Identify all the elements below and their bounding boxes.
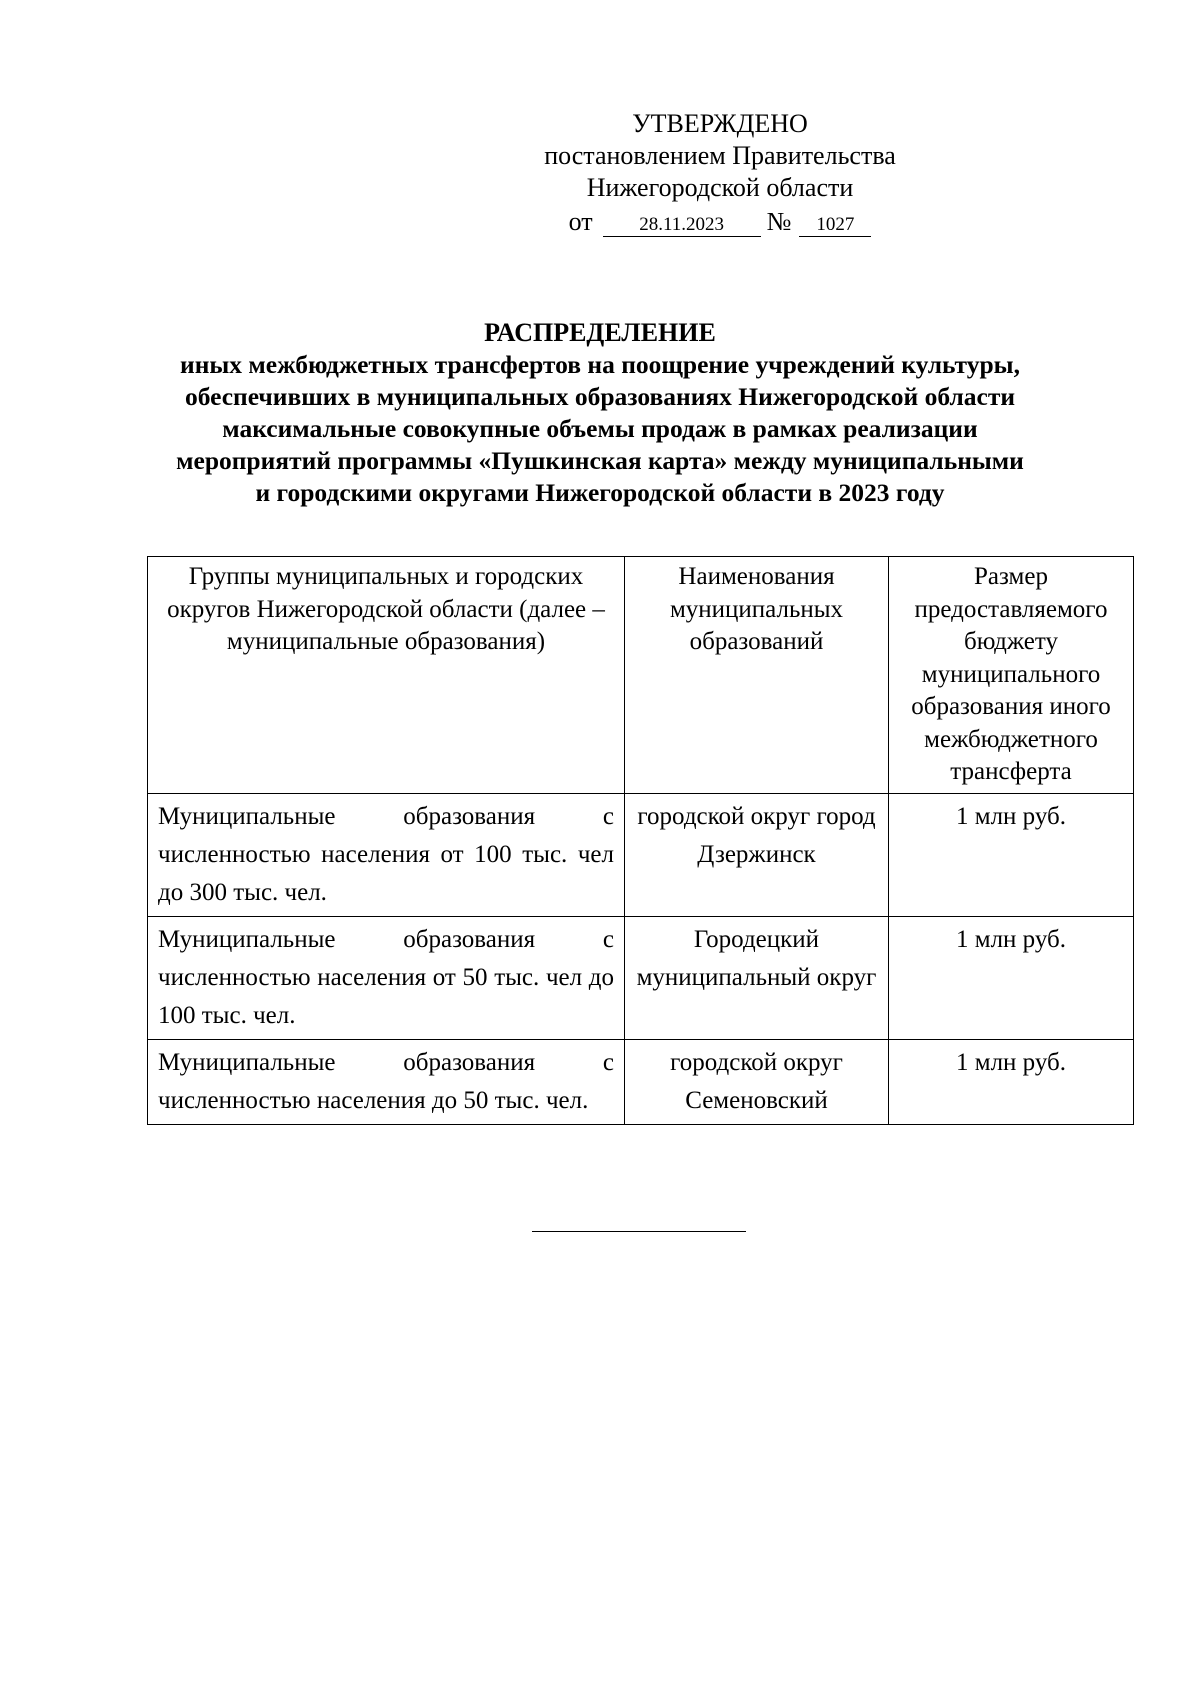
table-header-row	[148, 557, 1134, 794]
table-row	[148, 1039, 1134, 1124]
title-line: обеспечивших в муниципальных образованиях Нижегородской области	[184, 382, 1016, 411]
approval-date-line	[540, 206, 900, 238]
group-cell: Муниципальные образования с численностью населения от 50 тыс. чел до 100 тыс. чел.	[148, 916, 625, 1039]
group-cell: Муниципальные образования с численностью населения до 50 тыс. чел.	[148, 1039, 625, 1124]
document-title	[120, 317, 1080, 509]
approval-stamp	[540, 108, 900, 238]
title-line: и городскими округами Нижегородской области в 2023 году	[255, 478, 945, 507]
amount-cell: 1 млн руб.	[889, 1039, 1134, 1124]
amount-cell: 1 млн руб.	[889, 793, 1134, 916]
municipality-cell: городской округ Семеновский	[625, 1039, 889, 1124]
title-line: максимальные совокупные объемы продаж в рамках реализации	[222, 414, 978, 443]
header-names: Наименования муниципальных образований	[625, 557, 889, 794]
municipality-cell: Городецкий муниципальный округ	[625, 916, 889, 1039]
title-heading: РАСПРЕДЕЛЕНИЕ	[484, 318, 716, 347]
number-sign: №	[766, 207, 792, 236]
header-groups: Группы муниципальных и городских округов Нижегородской области (далее – муниципальные образования)	[148, 557, 625, 794]
distribution-table	[147, 556, 1134, 1125]
group-cell: Муниципальные образования с численностью населения от 100 тыс. чел до 300 тыс. чел.	[148, 793, 625, 916]
approved-label: УТВЕРЖДЕНО	[632, 109, 808, 138]
approval-date: 28.11.2023	[603, 214, 761, 237]
approved-region: Нижегородской области	[586, 173, 854, 202]
table-row	[148, 916, 1134, 1039]
approved-by: постановлением Правительства	[544, 141, 896, 170]
date-prefix: от	[568, 207, 593, 236]
title-line: иных межбюджетных трансфертов на поощрение учреждений культуры,	[180, 350, 1020, 379]
header-amount: Размер предоставляемого бюджету муниципального образования иного межбюджетного трансферта	[889, 557, 1134, 794]
title-line: мероприятий программы «Пушкинская карта» между муниципальными	[176, 446, 1024, 475]
approval-number: 1027	[799, 214, 871, 237]
table-row	[148, 793, 1134, 916]
amount-cell: 1 млн руб.	[889, 916, 1134, 1039]
end-divider	[532, 1231, 746, 1232]
municipality-cell: городской округ город Дзержинск	[625, 793, 889, 916]
